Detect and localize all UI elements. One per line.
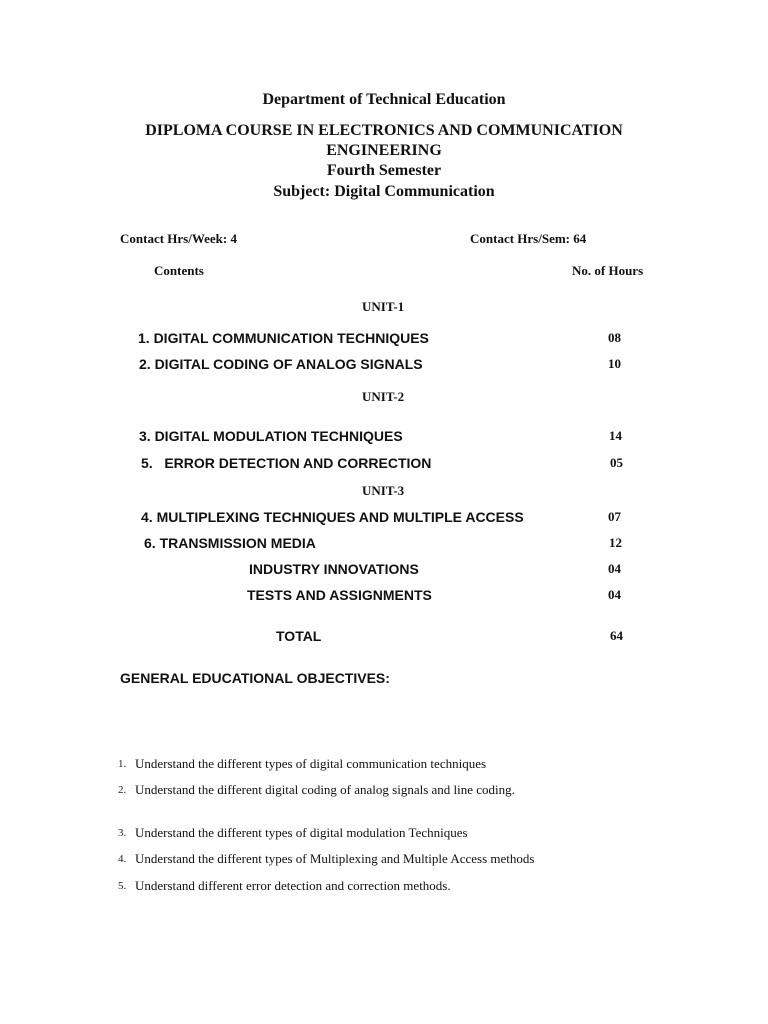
department-title: Department of Technical Education bbox=[262, 91, 506, 108]
row-hours: 12 bbox=[609, 535, 622, 550]
row-hours: 07 bbox=[608, 509, 621, 524]
row-hours: 04 bbox=[608, 587, 621, 602]
table-row: 4. MULTIPLEXING TECHNIQUES AND MULTIPLE ACCESS bbox=[141, 509, 524, 525]
unit-1-heading: UNIT-1 bbox=[362, 299, 405, 314]
list-item: Understand the different digital coding of analog signals and line coding. bbox=[135, 782, 515, 797]
unit-2-heading: UNIT-2 bbox=[362, 389, 405, 404]
course-title-line1: DIPLOMA COURSE IN ELECTRONICS AND COMMUNICATION bbox=[145, 122, 623, 139]
subject-title: Subject: Digital Communication bbox=[273, 183, 495, 200]
table-row: TESTS AND ASSIGNMENTS bbox=[247, 587, 432, 603]
row-hours: 14 bbox=[609, 428, 622, 443]
list-item-number: 2. bbox=[118, 784, 127, 796]
table-row: 2. DIGITAL CODING OF ANALOG SIGNALS bbox=[139, 356, 423, 372]
list-item: Understand the different types of digital communication techniques bbox=[135, 756, 487, 771]
semester-title: Fourth Semester bbox=[326, 162, 442, 179]
row-hours: 05 bbox=[610, 455, 623, 470]
list-item: Understand the different types of digital modulation Techniques bbox=[135, 825, 468, 840]
hours-label: No. of Hours bbox=[572, 263, 644, 278]
table-row: 1. DIGITAL COMMUNICATION TECHNIQUES bbox=[138, 330, 429, 346]
row-hours: 08 bbox=[608, 330, 621, 345]
list-item: Understand the different types of Multiplexing and Multiple Access methods bbox=[135, 851, 535, 866]
list-item: Understand different error detection and correction methods. bbox=[135, 878, 451, 893]
row-hours: 10 bbox=[608, 356, 621, 371]
table-row: 6. TRANSMISSION MEDIA bbox=[144, 535, 316, 551]
unit-3-heading: UNIT-3 bbox=[362, 483, 405, 498]
contact-hrs-sem: Contact Hrs/Sem: 64 bbox=[470, 231, 587, 246]
row-hours: 04 bbox=[608, 561, 621, 576]
objectives-heading: GENERAL EDUCATIONAL OBJECTIVES: bbox=[120, 670, 390, 686]
total-label: TOTAL bbox=[276, 628, 322, 644]
course-title-line2: ENGINEERING bbox=[326, 142, 442, 159]
contents-label: Contents bbox=[154, 263, 204, 278]
list-item-number: 1. bbox=[118, 758, 127, 770]
total-hours: 64 bbox=[610, 628, 623, 643]
list-item-number: 4. bbox=[118, 853, 127, 865]
list-item-number: 3. bbox=[118, 827, 127, 839]
list-item-number: 5. bbox=[118, 880, 127, 892]
table-row: INDUSTRY INNOVATIONS bbox=[249, 561, 419, 577]
table-row: 5. ERROR DETECTION AND CORRECTION bbox=[141, 455, 432, 471]
contact-hrs-week: Contact Hrs/Week: 4 bbox=[120, 231, 237, 246]
table-row: 3. DIGITAL MODULATION TECHNIQUES bbox=[139, 428, 403, 444]
